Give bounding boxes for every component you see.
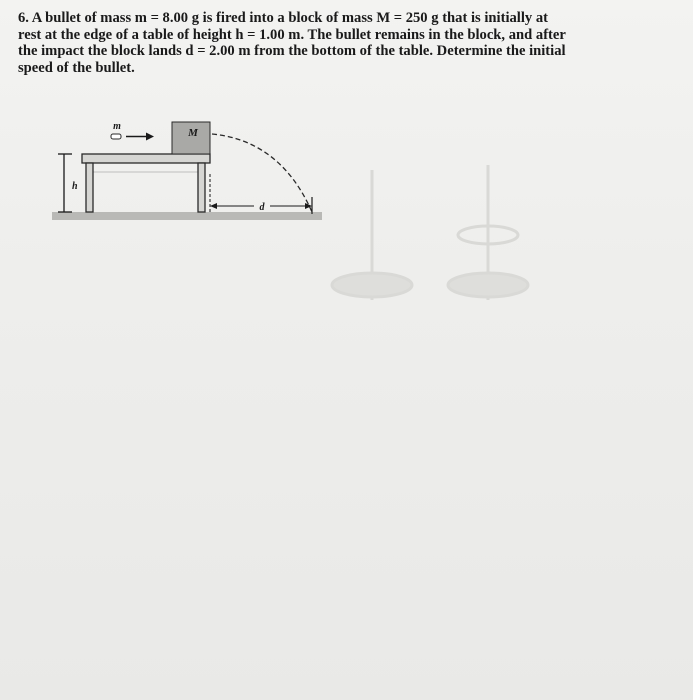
problem-statement bbox=[18, 10, 658, 76]
projectile-diagram bbox=[50, 112, 340, 232]
table-top bbox=[82, 154, 210, 163]
block-label: M bbox=[188, 127, 198, 139]
distance-label: d bbox=[259, 202, 265, 213]
problem-text-line-1: A bullet of mass m = 8.00 g is fired into a block of mass M = 250 g that is initially at bbox=[31, 10, 549, 26]
problem-text-line-3: the impact the block lands d = 2.00 m from the bottom of the table. Determine the initial bbox=[18, 43, 566, 59]
table-leg-right bbox=[198, 163, 205, 212]
table-leg-left bbox=[86, 163, 93, 212]
bullet bbox=[111, 134, 121, 139]
bullet-label: m bbox=[113, 121, 121, 132]
problem-number: 6. bbox=[18, 10, 29, 26]
ground bbox=[52, 212, 322, 220]
problem-text-line-4: speed of the bullet. bbox=[18, 59, 135, 76]
bleed-through-figure bbox=[320, 160, 550, 310]
trajectory-path bbox=[212, 134, 312, 212]
problem-line-1 bbox=[18, 10, 658, 27]
problem-text-line-2: rest at the edge of a table of height h = 1.00 m. The bullet remains in the block, and after bbox=[18, 26, 566, 43]
height-label: h bbox=[72, 181, 78, 192]
